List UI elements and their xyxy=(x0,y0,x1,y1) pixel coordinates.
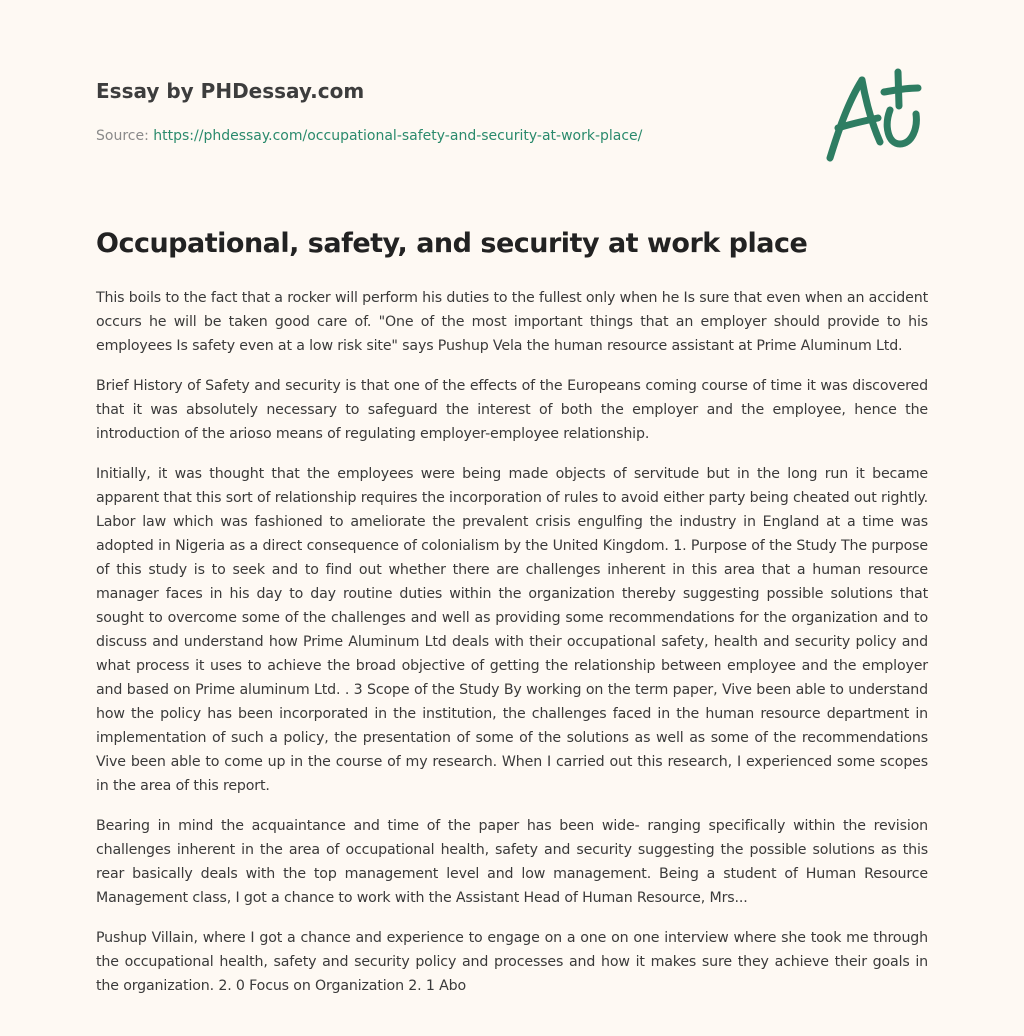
source-label: Source: xyxy=(96,128,154,144)
source-link[interactable]: https://phdessay.com/occupational-safety-and-security-at-work-place/ xyxy=(153,128,643,144)
source-line xyxy=(96,126,796,146)
essay-paragraph: This boils to the fact that a rocker will perform his duties to the fullest only when he Is sure that even when an accident occurs he will be taken good care of. "One of the most important things that an employer should provide to his employees Is safety even at a low risk site" says Pushup Vela the human resource assistant at Prime Aluminum Ltd. xyxy=(96,290,928,354)
essay-title: Occupational, safety, and security at work place xyxy=(96,228,808,259)
essay-paragraph: Bearing in mind the acquaintance and time of the paper has been wide- ranging specifically within the revision challenges inherent in the area of occupational health, safety and security suggesting the possible solutions as this rear basically deals with the top management level and low management. Being a student of Human Resource Management class, I got a chance to work with the Assistant Head of Human Resource, Mrs... xyxy=(96,818,928,906)
essay-paragraph: Pushup Villain, where I got a chance and experience to engage on a one on one interview where she took me through the occupational health, safety and security policy and processes and how it makes sure they achieve their goals in the organization. 2. 0 Focus on Organization 2. 1 Abo xyxy=(96,930,928,994)
essay-body xyxy=(96,286,928,1014)
header xyxy=(96,78,796,146)
a-plus-grade-icon xyxy=(822,66,928,166)
essay-paragraph: Brief History of Safety and security is that one of the effects of the Europeans coming course of time it was discovered that it was absolutely necessary to safeguard the interest of both the employer and the employee, hence the introduction of the arioso means of regulating employer-employee relationship. xyxy=(96,378,928,442)
essay-paragraph: Initially, it was thought that the employees were being made objects of servitude but in the long run it became apparent that this sort of relationship requires the incorporation of rules to avoid either party being cheated out rightly. Labor law which was fashioned to ameliorate the prevalent crisis engulfing the industry in England at a time was adopted in Nigeria as a direct consequence of colonialism by the United Kingdom. 1. Purpose of the Study The purpose of this study is to seek and to find out whether there are challenges inherent in this area that a human resource manager faces in his day to day routine duties within the organization thereby suggesting possible solutions that sought to overcome some of the challenges and well as providing some recommendations for the organization and to discuss and understand how Prime Aluminum Ltd deals with their occupational safety, health and security policy and what process it uses to achieve the broad objective of getting the relationship between employee and the employer and based on Prime aluminum Ltd. . 3 Scope of the Study By working on the term paper, Vive been able to understand how the policy has been incorporated in the institution, the challenges faced in the human resource department in implementation of such a policy, the presentation of some of the solutions as well as some of the recommendations Vive been able to come up in the course of my research. When I carried out this research, I experienced some scopes in the area of this report. xyxy=(96,466,928,794)
site-title: Essay by PHDessay.com xyxy=(96,79,365,103)
